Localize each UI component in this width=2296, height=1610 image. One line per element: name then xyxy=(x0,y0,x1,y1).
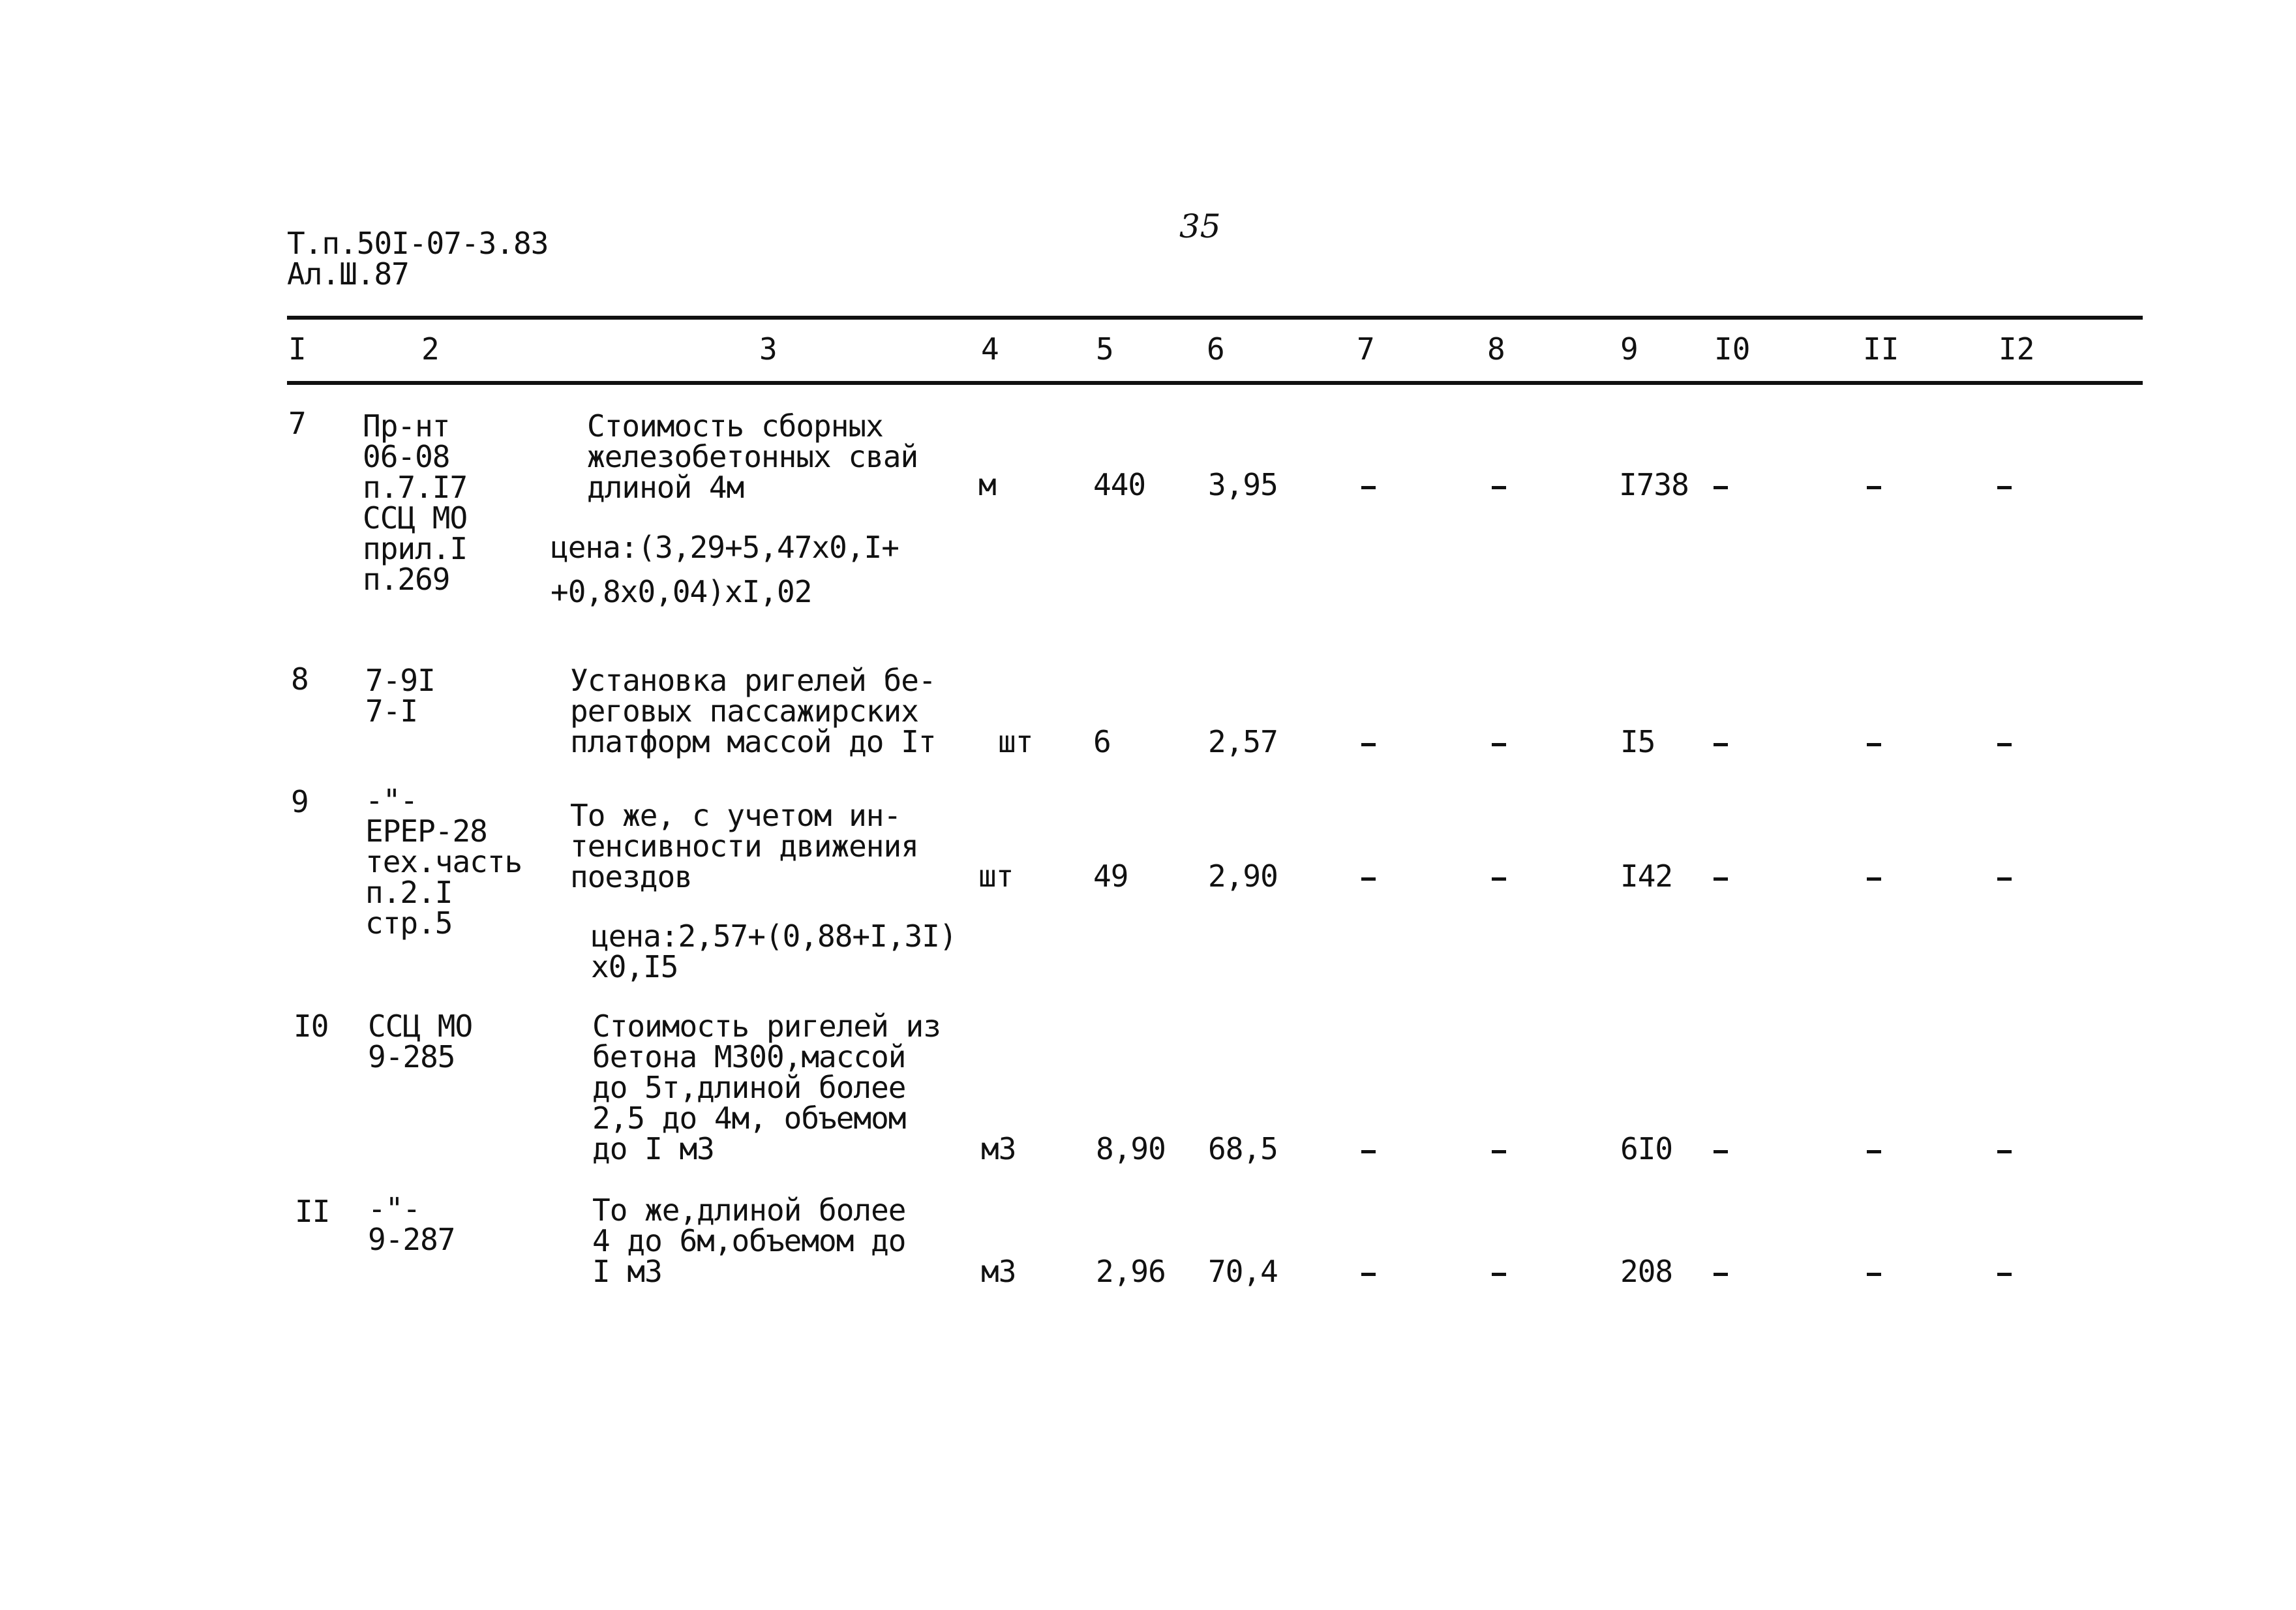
dash-col12 xyxy=(1997,486,2012,489)
table-top-rule xyxy=(287,316,2143,320)
description: То же, с учетом ин- xyxy=(570,798,901,833)
row-number: I0 xyxy=(294,1009,329,1044)
description: железобетонных свай xyxy=(587,439,918,474)
reference: 9-287 xyxy=(368,1222,455,1257)
dash-col8 xyxy=(1492,877,1506,881)
table-header-rule xyxy=(287,381,2143,385)
dash-col7 xyxy=(1361,1150,1376,1153)
row-number: II xyxy=(295,1194,330,1229)
quantity: 2,96 xyxy=(1096,1254,1166,1289)
dash-col10 xyxy=(1714,1150,1728,1153)
dash-col8 xyxy=(1492,1273,1506,1276)
col-header-4: 4 xyxy=(981,331,999,367)
reference: Пр-нт xyxy=(363,408,450,444)
description: до 5т,длиной более xyxy=(592,1070,906,1105)
description: бетона М300,массой xyxy=(592,1039,906,1074)
reference: п.2.I xyxy=(365,875,453,910)
col-header-5: 5 xyxy=(1096,331,1114,367)
unit-cost: 2,57 xyxy=(1208,724,1278,759)
col-header-8: 8 xyxy=(1487,331,1505,367)
col-header-6: 6 xyxy=(1207,331,1225,367)
reference: стр.5 xyxy=(365,905,453,941)
reference: -"- xyxy=(368,1191,421,1226)
description: 2,5 до 4м, объемом xyxy=(592,1101,906,1136)
col-header-7: 7 xyxy=(1357,331,1375,367)
dash-col11 xyxy=(1867,486,1881,489)
row-number: 9 xyxy=(291,784,309,819)
unit-cost: 3,95 xyxy=(1208,467,1278,502)
unit-cost: 70,4 xyxy=(1208,1254,1278,1289)
unit: м3 xyxy=(981,1254,1016,1289)
unit: шт xyxy=(998,724,1033,759)
col-header-11: II xyxy=(1863,331,1899,367)
col-header-10: I0 xyxy=(1714,331,1751,367)
row-number: 7 xyxy=(288,406,306,441)
description: Установка ригелей бе- xyxy=(570,663,936,698)
dash-col11 xyxy=(1867,877,1881,881)
dash-col12 xyxy=(1997,1150,2012,1153)
description: реговых пассажирских xyxy=(570,693,918,729)
col-header-12: I2 xyxy=(1999,331,2035,367)
description: Стоимость сборных xyxy=(587,408,883,444)
document-code: Т.п.50I-07-3.83 xyxy=(287,226,549,261)
description: 4 до 6м,объемом до xyxy=(592,1223,906,1258)
dash-col8 xyxy=(1492,486,1506,489)
dash-col11 xyxy=(1867,1150,1881,1153)
dash-col12 xyxy=(1997,1273,2012,1276)
description: платформ массой до Iт xyxy=(570,724,936,759)
reference: п.269 xyxy=(363,562,450,597)
dash-col10 xyxy=(1714,743,1728,746)
description: Стоимость ригелей из xyxy=(592,1009,941,1044)
unit: м xyxy=(978,467,996,502)
dash-col8 xyxy=(1492,743,1506,746)
total-cost: 208 xyxy=(1620,1254,1673,1289)
description: до I м3 xyxy=(592,1131,714,1166)
dash-col7 xyxy=(1361,877,1376,881)
total-cost: I5 xyxy=(1620,724,1655,759)
dash-col10 xyxy=(1714,486,1728,489)
dash-col11 xyxy=(1867,1273,1881,1276)
total-cost: I738 xyxy=(1619,467,1689,502)
reference: -"- xyxy=(365,783,418,818)
dash-col11 xyxy=(1867,743,1881,746)
unit-cost: 2,90 xyxy=(1208,858,1278,894)
description: I м3 xyxy=(592,1254,662,1289)
reference: тех.часть xyxy=(365,844,522,879)
row-number: 8 xyxy=(291,661,309,697)
dash-col10 xyxy=(1714,877,1728,881)
price-formula: +0,8х0,04)хI,02 xyxy=(551,574,812,609)
dash-col8 xyxy=(1492,1150,1506,1153)
dash-col7 xyxy=(1361,1273,1376,1276)
total-cost: 6I0 xyxy=(1620,1131,1673,1166)
reference: прил.I xyxy=(363,531,468,566)
reference: ЕРЕР-28 xyxy=(365,813,487,849)
dash-col7 xyxy=(1361,743,1376,746)
reference: ССЦ МО xyxy=(363,500,468,536)
description: длиной 4м xyxy=(587,470,744,505)
col-header-1: I xyxy=(288,331,307,367)
unit: шт xyxy=(978,858,1014,894)
col-header-3: 3 xyxy=(759,331,778,367)
reference: п.7.I7 xyxy=(363,470,468,505)
quantity: 6 xyxy=(1093,724,1111,759)
reference: 06-08 xyxy=(363,439,450,474)
price-formula: цена:(3,29+5,47х0,I+ xyxy=(551,530,899,565)
col-header-2: 2 xyxy=(421,331,440,367)
page-number: 35 xyxy=(1179,207,1221,245)
quantity: 8,90 xyxy=(1096,1131,1166,1166)
reference: ССЦ МО xyxy=(368,1009,473,1044)
unit-cost: 68,5 xyxy=(1208,1131,1278,1166)
reference: 7-I xyxy=(365,693,418,729)
price-formula: цена:2,57+(0,88+I,3I) xyxy=(591,919,957,954)
quantity: 49 xyxy=(1093,858,1128,894)
description: тенсивности движения xyxy=(570,828,918,864)
dash-col12 xyxy=(1997,877,2012,881)
quantity: 440 xyxy=(1093,467,1146,502)
total-cost: I42 xyxy=(1620,858,1673,894)
reference: 7-9I xyxy=(365,663,435,698)
dash-col12 xyxy=(1997,743,2012,746)
unit: м3 xyxy=(981,1131,1016,1166)
dash-col7 xyxy=(1361,486,1376,489)
description: То же,длиной более xyxy=(592,1192,906,1228)
album-code: Ал.Ш.87 xyxy=(287,256,409,292)
description: поездов xyxy=(570,859,692,894)
col-header-9: 9 xyxy=(1620,331,1639,367)
reference: 9-285 xyxy=(368,1039,455,1074)
price-formula: х0,I5 xyxy=(591,949,678,984)
dash-col10 xyxy=(1714,1273,1728,1276)
